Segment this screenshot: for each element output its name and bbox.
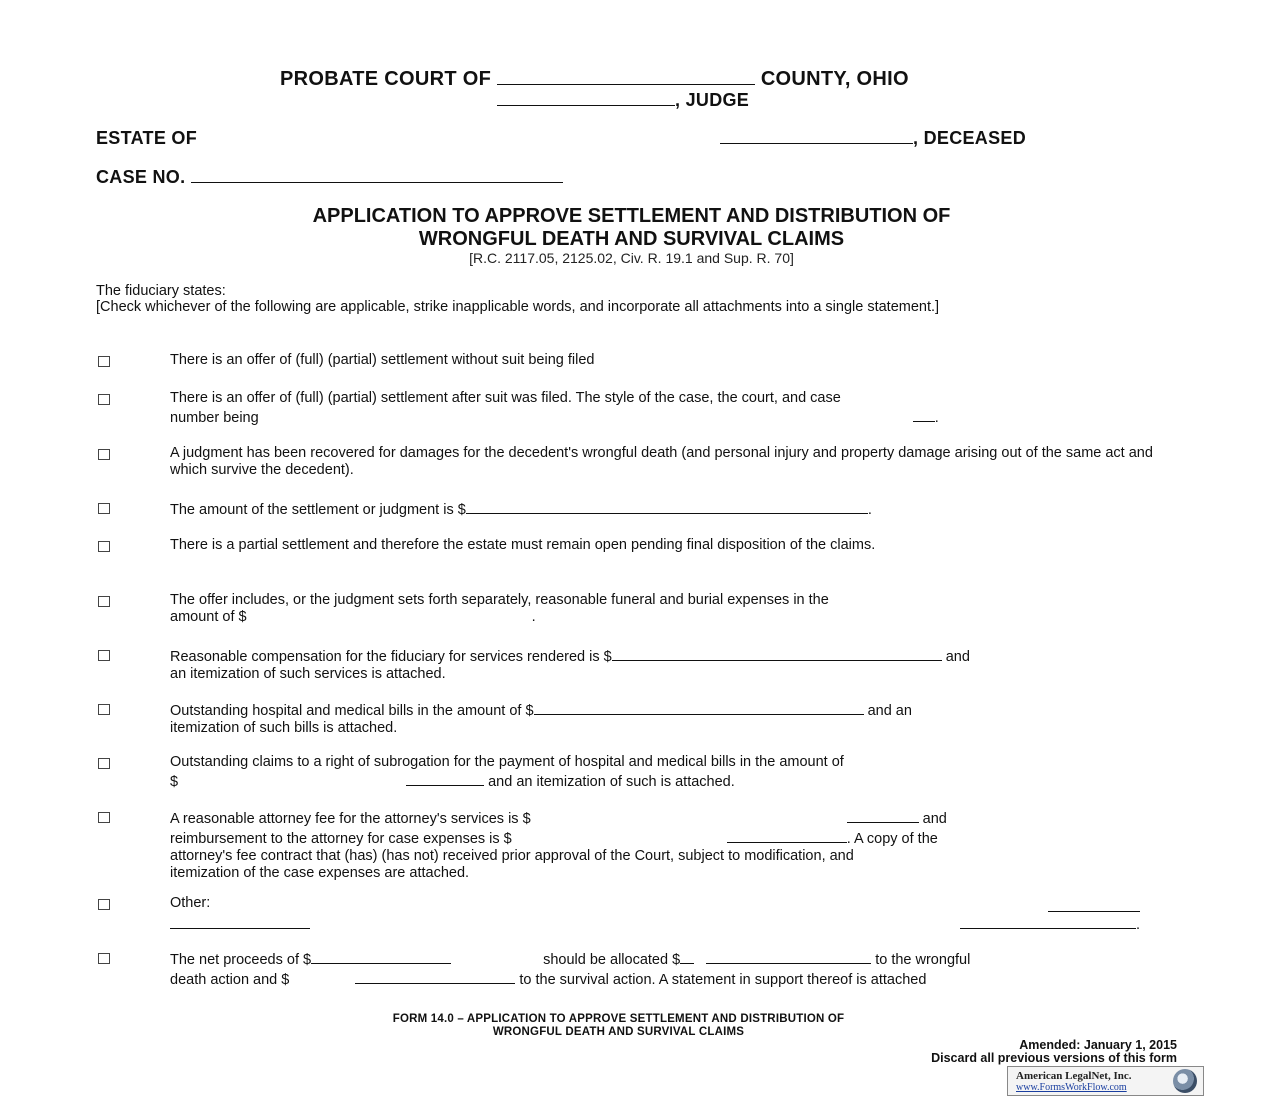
item-attorney-fee: [170, 808, 1170, 882]
judge-label: , JUDGE: [675, 90, 750, 110]
other-blank-2[interactable]: [170, 914, 310, 934]
item-text: itemization of such bills is attached.: [170, 720, 398, 736]
case-no-blank[interactable]: [191, 168, 563, 183]
item-text: should be allocated $: [543, 952, 681, 968]
item-subrogation-claims: [170, 754, 1160, 791]
case-expenses-blank[interactable]: [727, 828, 847, 843]
item-text: The offer includes, or the judgment sets forth separately, reasonable funeral and burial expenses in the: [170, 592, 829, 608]
item-checkbox[interactable]: [98, 704, 110, 715]
case-no-label: CASE NO.: [96, 167, 186, 187]
item-text: . A copy of the: [846, 831, 938, 847]
item-text: number being: [170, 410, 259, 426]
deceased-label: , DECEASED: [913, 128, 1027, 148]
case-style-blank[interactable]: [913, 407, 935, 422]
item-text: Outstanding hospital and medical bills in the amount of $: [170, 703, 534, 719]
item-checkbox[interactable]: [98, 812, 110, 823]
court-suffix: COUNTY, OHIO: [760, 68, 909, 90]
discard-notice: Discard all previous versions of this form: [931, 1051, 1177, 1065]
judge-blank[interactable]: [497, 91, 675, 106]
court-heading: [280, 68, 909, 91]
item-text: and: [922, 811, 947, 827]
wrongful-death-allocation-blank-a[interactable]: [680, 949, 694, 964]
item-text: and: [945, 649, 970, 665]
item-settlement-after-suit: [170, 390, 1160, 427]
intro-statement: The fiduciary states:: [96, 283, 226, 299]
medical-bills-blank[interactable]: [534, 700, 864, 715]
item-text: A reasonable attorney fee for the attorney's services is $: [170, 811, 531, 827]
item-text: to the wrongful: [875, 952, 971, 968]
item-fiduciary-compensation: [170, 646, 1180, 683]
item-end: .: [867, 502, 872, 518]
item-funeral-expenses: [170, 592, 1160, 626]
settlement-amount-blank[interactable]: [466, 499, 868, 514]
statute-citation: [R.C. 2117.05, 2125.02, Civ. R. 19.1 and Sup. R. 70]: [469, 250, 794, 266]
form-title-line1: APPLICATION TO APPROVE SETTLEMENT AND DISTRIBUTION OF: [312, 205, 951, 227]
judge-line: [497, 90, 749, 111]
court-prefix: PROBATE COURT OF: [280, 68, 492, 90]
item-checkbox[interactable]: [98, 394, 110, 405]
item-settlement-amount: [170, 499, 1160, 519]
form-footer-line1: FORM 14.0 – APPLICATION TO APPROVE SETTLEMENT AND DISTRIBUTION OF: [392, 1013, 845, 1025]
item-text: There is an offer of (full) (partial) settlement after suit was filed. The style of the case, the court, and case: [170, 390, 841, 406]
attorney-fee-blank[interactable]: [847, 808, 919, 823]
american-legalnet-logo[interactable]: [1007, 1066, 1204, 1096]
item-judgment-recovered: A judgment has been recovered for damages for the decedent's wrongful death (and personal injury and property damage arising out of the same act and which survive the decedent).: [170, 445, 1153, 478]
item-text: attorney's fee contract that (has) (has not) received prior approval of the Court, subject to modification, and: [170, 848, 854, 864]
item-text: The net proceeds of $: [170, 952, 312, 968]
item-net-proceeds: [170, 949, 1170, 989]
item-checkbox[interactable]: [98, 953, 110, 964]
item-partial-settlement: There is a partial settlement and therefore the estate must remain open pending final disposition of the claims.: [170, 537, 876, 553]
case-no-line: [96, 167, 563, 188]
item-text: $: [170, 774, 179, 790]
amended-date: Amended: January 1, 2015: [1019, 1038, 1177, 1052]
other-blank-3[interactable]: [960, 914, 1140, 933]
item-checkbox[interactable]: [98, 899, 110, 910]
item-checkbox[interactable]: [98, 596, 110, 607]
item-text: The amount of the settlement or judgment is $: [170, 502, 466, 518]
item-text: and an: [867, 703, 912, 719]
survival-allocation-blank[interactable]: [355, 969, 515, 984]
item-text: reimbursement to the attorney for case expenses is $: [170, 831, 512, 847]
item-text: Other:: [170, 895, 211, 911]
item-end: .: [934, 410, 939, 426]
item-text: and an itemization of such is attached.: [488, 774, 735, 790]
fiduciary-compensation-blank[interactable]: [612, 646, 942, 661]
item-text: Reasonable compensation for the fiduciary for services rendered is $: [170, 649, 612, 665]
intro-instructions: [Check whichever of the following are applicable, strike inapplicable words, and incorporate all attachments into a single statement.]: [96, 299, 940, 315]
item-text: to the survival action. A statement in support thereof is attached: [519, 972, 927, 988]
deceased-line: [720, 128, 1026, 149]
item-end: .: [1136, 917, 1141, 933]
wrongful-death-allocation-blank-b[interactable]: [706, 949, 871, 964]
item-text: an itemization of such services is attached.: [170, 666, 446, 682]
item-text: amount of $: [170, 609, 247, 625]
item-checkbox[interactable]: [98, 541, 110, 552]
item-other: [170, 895, 1160, 912]
form-title-line2: WRONGFUL DEATH AND SURVIVAL CLAIMS: [418, 228, 845, 250]
item-checkbox[interactable]: [98, 503, 110, 514]
item-medical-bills: [170, 700, 1160, 737]
county-blank[interactable]: [497, 70, 755, 85]
item-checkbox[interactable]: [98, 650, 110, 661]
item-settlement-no-suit: There is an offer of (full) (partial) settlement without suit being filed: [170, 352, 595, 368]
item-text: death action and $: [170, 972, 290, 988]
estate-label: ESTATE OF: [96, 128, 198, 148]
item-text: itemization of the case expenses are attached.: [170, 865, 470, 881]
globe-icon: [1173, 1069, 1197, 1093]
net-proceeds-blank[interactable]: [311, 949, 451, 964]
item-end: .: [531, 609, 536, 625]
item-checkbox[interactable]: [98, 758, 110, 769]
form-footer-line2: WRONGFUL DEATH AND SURVIVAL CLAIMS: [492, 1026, 745, 1038]
item-checkbox[interactable]: [98, 449, 110, 460]
logo-company-name: American LegalNet, Inc.: [1016, 1070, 1132, 1082]
subrogation-amount-blank[interactable]: [406, 771, 484, 786]
deceased-blank[interactable]: [720, 129, 913, 144]
logo-website-link[interactable]: www.FormsWorkFlow.com: [1016, 1082, 1127, 1093]
item-text: Outstanding claims to a right of subrogation for the payment of hospital and medical bills in the amount of: [170, 754, 844, 770]
item-checkbox[interactable]: [98, 356, 110, 367]
